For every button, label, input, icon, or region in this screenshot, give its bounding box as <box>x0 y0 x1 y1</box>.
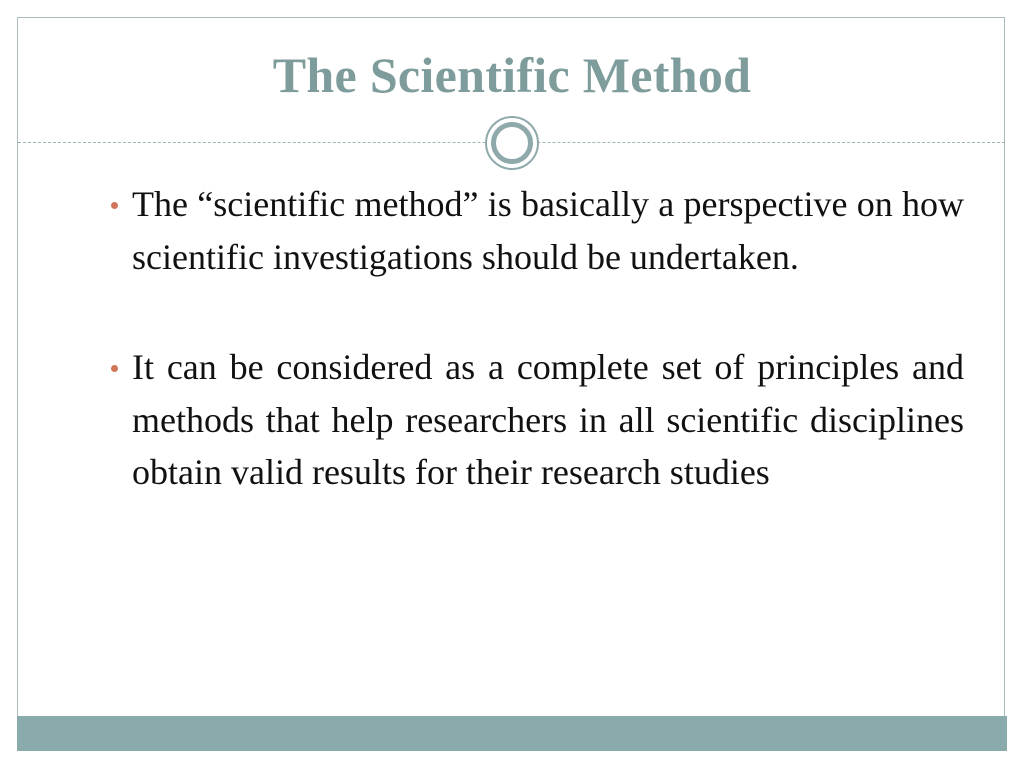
bullet-icon <box>111 202 118 209</box>
divider-circle-ornament <box>485 116 539 170</box>
bullet-item <box>108 178 964 283</box>
divider-circle-inner <box>491 122 533 164</box>
bullet-text: It can be considered as a complete set of principles and methods that help researchers in all scientific disciplines obtain valid results for their research studies <box>132 347 964 492</box>
slide-title: The Scientific Method <box>272 47 752 103</box>
bullet-item <box>108 341 964 499</box>
footer-accent-bar <box>17 716 1007 751</box>
bullet-list <box>108 178 964 499</box>
bullet-icon <box>111 365 118 372</box>
bullet-text: The “scientific method” is basically a perspective on how scientific investigations should be undertaken. <box>132 184 964 277</box>
